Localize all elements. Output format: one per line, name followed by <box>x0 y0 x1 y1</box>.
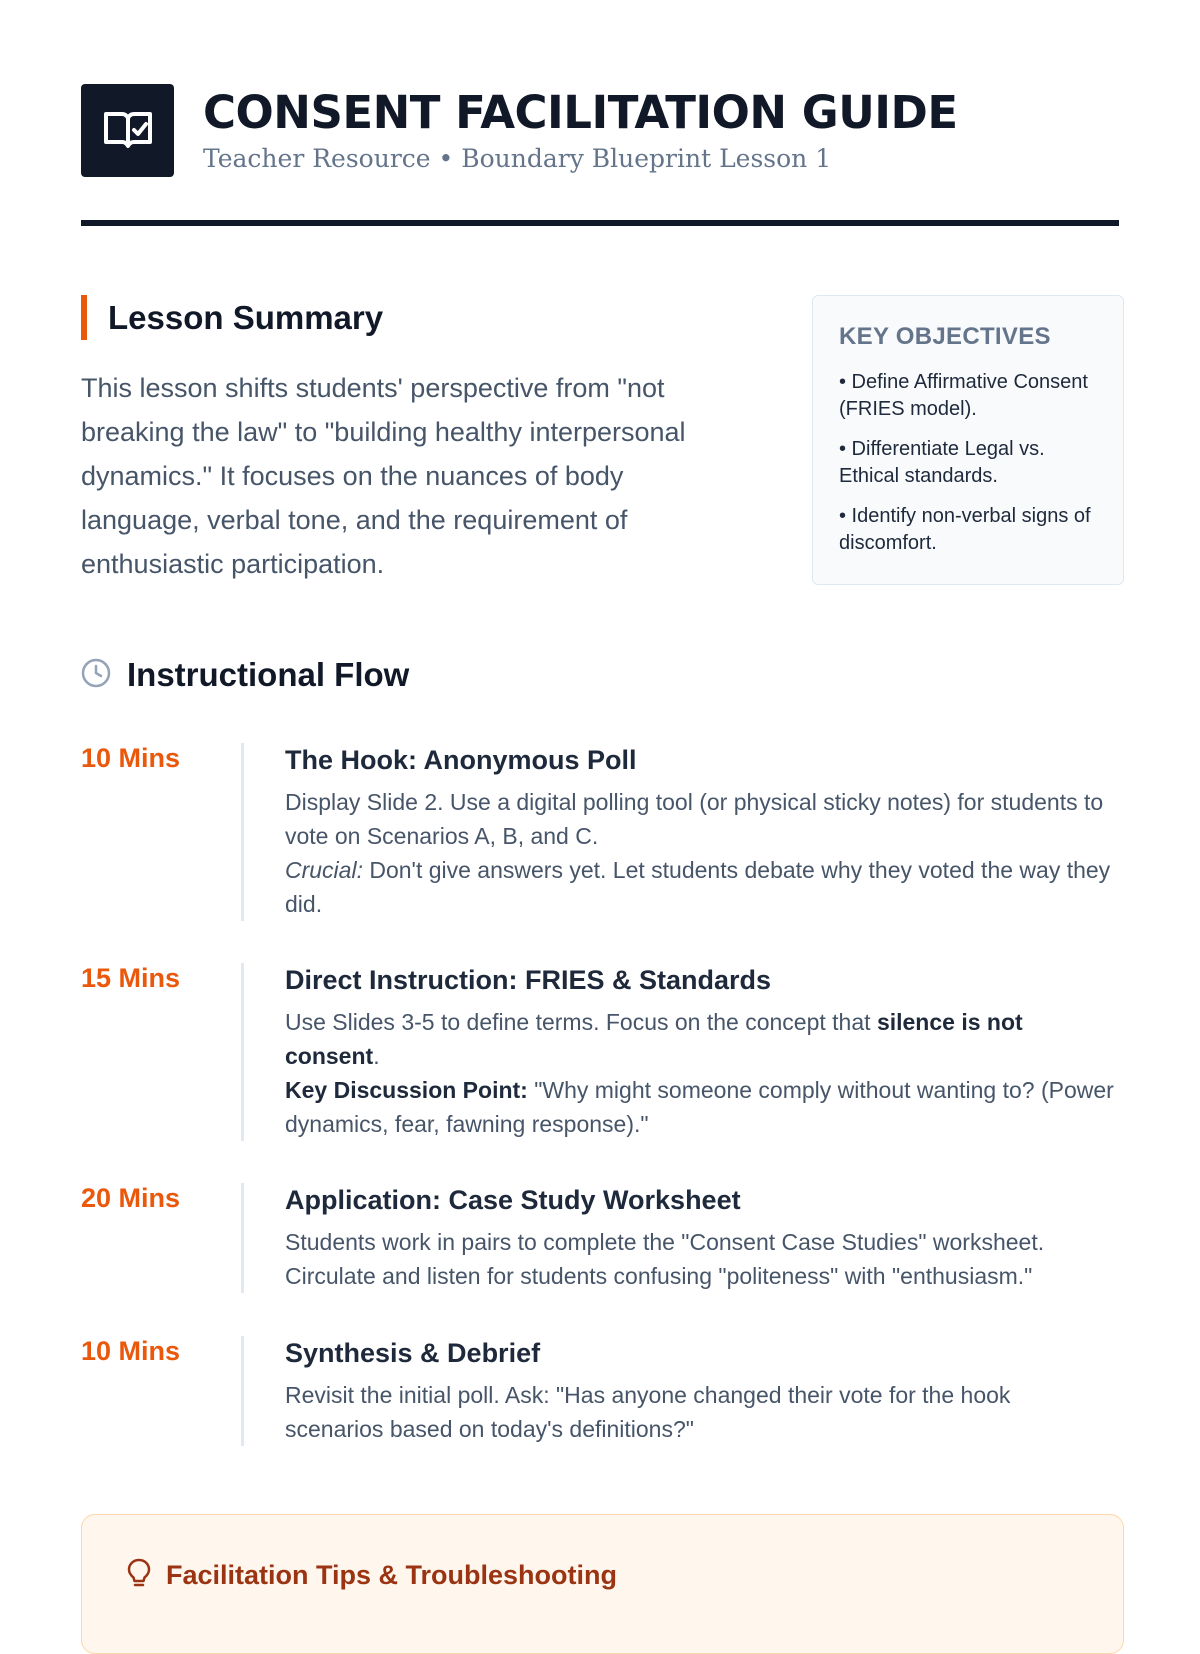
clock-icon <box>81 658 111 693</box>
flow-step-description <box>285 1005 1115 1141</box>
summary-heading: Lesson Summary <box>108 298 384 336</box>
objectives-heading: KEY OBJECTIVES <box>839 323 1051 350</box>
timeline-line <box>241 1183 244 1293</box>
flow-step <box>81 1183 1124 1293</box>
key-point-label: Key Discussion Point: <box>285 1077 528 1103</box>
facilitation-tips-card <box>81 1514 1124 1654</box>
flow-heading-label: Instructional Flow <box>127 656 410 693</box>
page-title: CONSENT FACILITATION GUIDE <box>203 86 958 139</box>
flow-duration: 10 Mins <box>81 743 181 773</box>
description-end: . <box>373 1043 380 1069</box>
accent-bar <box>81 295 87 340</box>
crucial-text: Don't give answers yet. Let students debate why they voted the way they did. <box>285 857 1111 917</box>
lightbulb-icon <box>126 1557 152 1594</box>
summary-body: This lesson shifts students' perspective from "not breaking the law" to "building healthy interpersonal dynamics." It focuses on the nuances of body language, verbal tone, and the requirement of enthusiastic participation. <box>81 373 686 579</box>
tips-heading-label: Facilitation Tips & Troubleshooting <box>166 1560 618 1590</box>
emphasis-text: silence is not consent <box>285 1009 1023 1069</box>
flow-duration: 10 Mins <box>81 1336 181 1366</box>
flow-step-title: Direct Instruction: FRIES & Standards <box>285 965 772 995</box>
flow-step <box>81 743 1124 921</box>
book-check-icon <box>81 84 174 177</box>
flow-step-title: Synthesis & Debrief <box>285 1338 541 1368</box>
flow-duration: 20 Mins <box>81 1183 181 1213</box>
flow-step-description: Students work in pairs to complete the "Consent Case Studies" worksheet. Circulate and listen for students confusing "politeness" with "enthusiasm." <box>285 1229 1045 1289</box>
description-text: Display Slide 2. Use a digital polling tool (or physical sticky notes) for students to vote on Scenarios A, B, and C. <box>285 789 1104 849</box>
timeline-line <box>241 963 244 1141</box>
objective-item: • Define Affirmative Consent (FRIES model). <box>839 371 1088 420</box>
flow-step-title: Application: Case Study Worksheet <box>285 1185 741 1215</box>
lesson-summary <box>81 295 741 586</box>
flow-step <box>81 1336 1124 1446</box>
timeline-line <box>241 1336 244 1446</box>
page-subtitle: Teacher Resource • Boundary Blueprint Lesson 1 <box>203 144 832 173</box>
flow-step-description <box>285 785 1115 921</box>
header <box>81 84 958 177</box>
flow-duration: 15 Mins <box>81 963 181 993</box>
objectives-list <box>839 369 1097 557</box>
objective-item: • Differentiate Legal vs. Ethical standards. <box>839 438 1045 487</box>
key-point-text: "Why might someone comply without wanting to? (Power dynamics, fear, fawning response)." <box>285 1077 1114 1137</box>
description-text: Use Slides 3-5 to define terms. Focus on the concept that <box>285 1009 877 1035</box>
flow-step <box>81 963 1124 1141</box>
instructional-flow-heading <box>81 656 409 694</box>
key-objectives-card <box>812 295 1124 585</box>
timeline-line <box>241 743 244 921</box>
crucial-label: Crucial: <box>285 857 363 883</box>
flow-step-title: The Hook: Anonymous Poll <box>285 745 637 775</box>
header-divider <box>81 220 1119 226</box>
flow-step-description: Revisit the initial poll. Ask: "Has anyone changed their vote for the hook scenarios based on today's definitions?" <box>285 1382 1011 1442</box>
objective-item: • Identify non-verbal signs of discomfort. <box>839 505 1091 554</box>
